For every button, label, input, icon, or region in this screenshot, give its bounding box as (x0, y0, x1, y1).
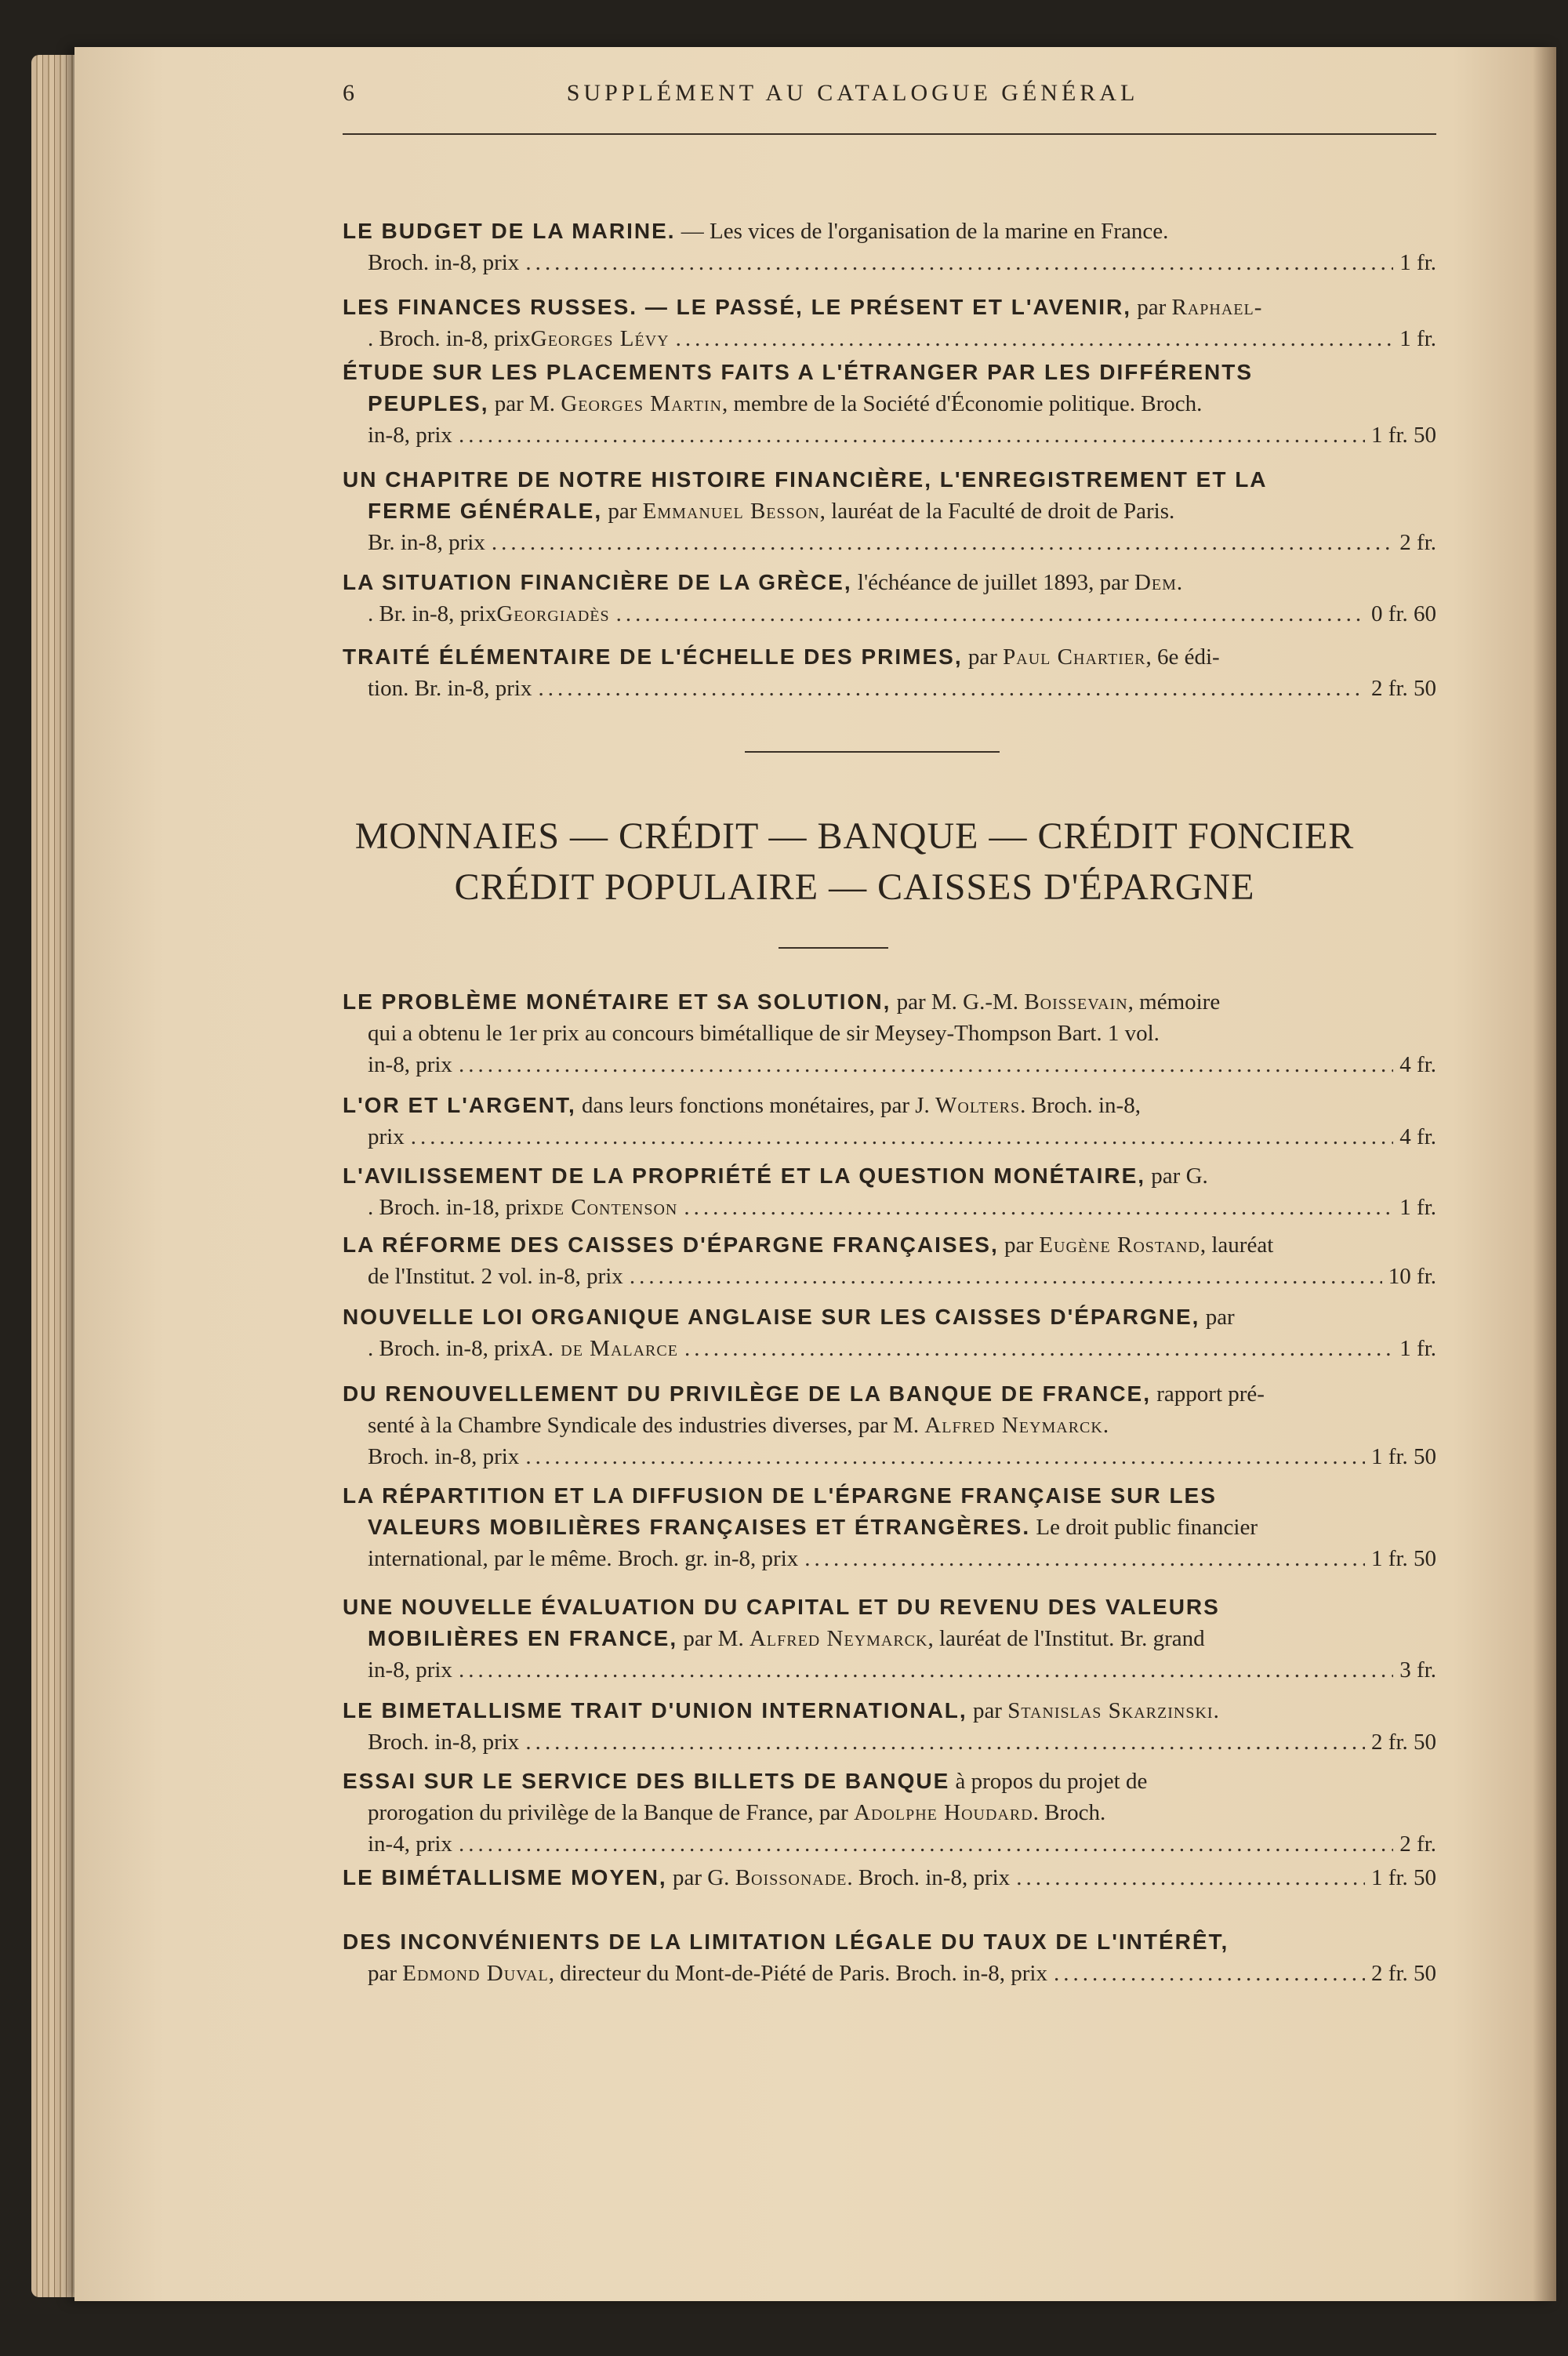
entry-line (343, 1797, 1436, 1828)
entry-title: ESSAI SUR LE SERVICE DES BILLETS DE BANQUE (343, 1769, 950, 1793)
entry-line (343, 673, 1436, 704)
section-divider (745, 751, 1000, 753)
entry-line (343, 1441, 1436, 1472)
entry-italic: le même. (523, 1546, 612, 1571)
entry-line-text (368, 1192, 677, 1223)
entry-line (343, 247, 1436, 278)
header-rule (343, 133, 1436, 135)
entry-line-text (343, 464, 1268, 496)
dot-leader (1016, 1862, 1365, 1893)
entry-author: Emmanuel Besson (642, 499, 820, 524)
entry-line (343, 1018, 1436, 1049)
entry-line-text (368, 1543, 798, 1574)
entry-author: de Contenson (542, 1195, 678, 1220)
monnaie-entry (343, 986, 1436, 1080)
entry-author: Dem. (1134, 570, 1184, 595)
finance-entry (343, 567, 1436, 630)
entry-line-text (343, 567, 1183, 598)
dot-leader (1054, 1958, 1365, 1989)
entry-text: Broch. in-8, prix (368, 1444, 520, 1469)
entry-line-text (343, 1090, 1141, 1121)
entry-line-text (343, 1160, 1208, 1192)
dot-leader (459, 419, 1365, 451)
entry-text: par J. (874, 1093, 936, 1118)
entry-author: Eugène Rostand (1039, 1232, 1200, 1258)
entry-line (343, 1410, 1436, 1441)
monnaie-entry (343, 1695, 1436, 1758)
dot-leader (525, 1441, 1365, 1472)
entry-line (343, 1512, 1436, 1543)
entry-line-text (343, 641, 1220, 673)
entry-line-text (368, 419, 452, 451)
entry-line-text (368, 1333, 678, 1364)
entry-line (343, 1378, 1436, 1410)
finance-entry (343, 216, 1436, 278)
entry-price: 1 fr. 50 (1371, 1546, 1436, 1571)
finance-entry (343, 292, 1436, 354)
dot-leader (525, 1726, 1365, 1758)
entry-text: , lauréat de la Faculté de droit de Paris. (819, 499, 1175, 524)
entry-line-text (368, 1018, 1160, 1049)
entry-text: , directeur du Mont-de-Piété de Paris. Broch. in-8, prix (548, 1961, 1047, 1986)
entry-line (343, 1828, 1436, 1860)
entry-price: 1 fr. (1399, 1195, 1436, 1220)
entry-line (343, 388, 1436, 419)
entry-line-text (343, 1378, 1265, 1410)
entry-text: , membre de la Société d'Économie politique. Broch. (721, 391, 1203, 416)
dot-leader (616, 598, 1365, 630)
entry-line-text (368, 1623, 1205, 1654)
entry-line (343, 1726, 1436, 1758)
entry-title: L'OR ET L'ARGENT, (343, 1093, 576, 1117)
entry-price: 3 fr. (1399, 1657, 1436, 1683)
entry-line (343, 1160, 1436, 1192)
dot-leader (459, 1654, 1393, 1686)
entry-text: par (602, 499, 643, 524)
entry-title: DES INCONVÉNIENTS DE LA LIMITATION LÉGALE DU TAUX DE L'INTÉRÊT, (343, 1929, 1229, 1954)
entry-line-text (368, 1049, 452, 1080)
entry-text: par (967, 1698, 1008, 1723)
entry-line (343, 1654, 1436, 1686)
entry-line (343, 567, 1436, 598)
entry-title: LA SITUATION FINANCIÈRE DE LA GRÈCE, (343, 570, 852, 594)
entry-text: . Br. in-8, prix (368, 601, 497, 626)
entry-line-text (343, 216, 1168, 247)
entry-title: LE PROBLÈME MONÉTAIRE ET SA SOLUTION, (343, 989, 891, 1014)
entry-title: DU RENOUVELLEMENT DU PRIVILÈGE DE LA BANQUE DE FRANCE, (343, 1381, 1152, 1406)
monnaie-entry (343, 1090, 1436, 1153)
entry-text: international, par (368, 1546, 524, 1571)
entry-text: par M. (677, 1626, 750, 1651)
entry-line-text (368, 1654, 452, 1686)
entry-line-text (343, 1592, 1220, 1623)
entry-text: par M. (488, 391, 561, 416)
entry-line-text (343, 292, 1262, 323)
entry-line (343, 1480, 1436, 1512)
entry-title: NOUVELLE LOI ORGANIQUE ANGLAISE SUR LES CAISSES D'ÉPARGNE, (343, 1305, 1200, 1329)
entry-text: . Broch. in-8, prix (847, 1865, 1011, 1890)
entry-line (343, 1623, 1436, 1654)
entry-price: 2 fr. (1399, 530, 1436, 555)
entry-title: PEUPLES, (368, 391, 489, 416)
entry-line (343, 464, 1436, 496)
entry-text: par (998, 1232, 1040, 1258)
entry-title: FERME GÉNÉRALE, (368, 499, 603, 523)
entry-text: , lauréat (1200, 1232, 1274, 1258)
entry-line-text (368, 527, 485, 558)
entry-line-text (368, 1797, 1105, 1828)
entry-line (343, 1862, 1436, 1893)
entry-line-text (368, 1726, 519, 1758)
spine-shadow (1533, 47, 1556, 2301)
entry-author: Stanislas Skarzinski (1007, 1698, 1214, 1723)
entry-author: Boissevain (1024, 989, 1128, 1015)
entry-price: 1 fr. 50 (1371, 423, 1436, 448)
entry-price: 0 fr. 60 (1371, 601, 1436, 626)
entry-line (343, 1229, 1436, 1261)
monnaie-entry (343, 1378, 1436, 1472)
entry-line-text (368, 1261, 623, 1292)
entry-text: in-8, prix (368, 423, 452, 448)
entry-author: Alfred Neymarck (749, 1626, 928, 1651)
entry-text: l'échéance de juillet 1893, par (851, 570, 1134, 595)
running-title: SUPPLÉMENT AU CATALOGUE GÉNÉRAL (566, 80, 1139, 106)
entry-text: à propos du projet de (949, 1769, 1148, 1794)
monnaie-entry (343, 1766, 1436, 1860)
entry-line (343, 986, 1436, 1018)
entry-line-text (368, 1441, 519, 1472)
entry-text: rapport pré- (1151, 1381, 1265, 1407)
entry-author: Edmond Duval (402, 1961, 549, 1986)
entry-line-text (368, 323, 670, 354)
entry-title: LE BIMÉTALLISME MOYEN, (343, 1865, 667, 1890)
entry-text: par G. (666, 1865, 735, 1890)
entry-price: 1 fr. 50 (1371, 1444, 1436, 1469)
entry-author: Georges Lévy (530, 326, 670, 351)
entry-author: Adolphe Houdard (854, 1800, 1033, 1825)
entry-line (343, 419, 1436, 451)
entry-line (343, 1695, 1436, 1726)
entry-line (343, 1766, 1436, 1797)
entry-text: . (1102, 1413, 1109, 1438)
entry-line (343, 292, 1436, 323)
entry-line (343, 1958, 1436, 1989)
dot-leader (630, 1261, 1382, 1292)
section-title-line-1: MONNAIES — CRÉDIT — BANQUE — CRÉDIT FONCIER (354, 815, 1355, 857)
entry-title: VALEURS MOBILIÈRES FRANÇAISES ET ÉTRANGÈRES. (368, 1515, 1031, 1539)
dot-leader (538, 673, 1365, 704)
entry-price: 2 fr. (1399, 1831, 1436, 1857)
section-title-rule (779, 947, 888, 949)
entry-price: 2 fr. 50 (1371, 1730, 1436, 1755)
dot-leader (804, 1543, 1365, 1574)
entry-text: par M. G.-M. (891, 989, 1025, 1015)
entry-author: Georges Martin (561, 391, 722, 416)
entry-line (343, 357, 1436, 388)
entry-author: Alfred Neymarck (924, 1413, 1103, 1438)
entry-line-text (343, 1480, 1217, 1512)
entry-italic: dans leurs fonctions monétaires, (575, 1093, 875, 1118)
monnaie-entry (343, 1229, 1436, 1292)
entry-text: par (368, 1961, 403, 1986)
entry-text: , 6e édi- (1145, 644, 1220, 670)
entry-text: . Broch. in-8, prix (368, 326, 531, 351)
entry-title: LA RÉFORME DES CAISSES D'ÉPARGNE FRANÇAISES, (343, 1232, 999, 1257)
dot-leader (676, 323, 1394, 354)
dot-leader (459, 1049, 1393, 1080)
entry-price: 4 fr. (1399, 1052, 1436, 1077)
entry-line-text (368, 1512, 1258, 1543)
page-number: 6 (343, 80, 354, 106)
entry-text: . Broch. in-8, prix (368, 1336, 531, 1361)
entry-title: L'AVILISSEMENT DE LA PROPRIÉTÉ ET LA QUESTION MONÉTAIRE, (343, 1163, 1146, 1188)
entry-author: Raphael- (1171, 295, 1263, 320)
entry-line (343, 527, 1436, 558)
finance-entry (343, 464, 1436, 558)
monnaie-entry (343, 1592, 1436, 1686)
entry-price: 1 fr. (1399, 250, 1436, 275)
entry-text: Le droit public financier (1030, 1515, 1258, 1540)
entry-text: qui a obtenu le 1er prix au concours bimétallique de sir Meysey-Thompson Bart. 1 vol. (368, 1021, 1160, 1046)
entry-line (343, 1121, 1436, 1153)
entry-line (343, 641, 1436, 673)
entry-line-text (343, 1229, 1273, 1261)
entry-line-text (368, 388, 1202, 419)
entry-text: par (962, 644, 1004, 670)
monnaie-entry (343, 1301, 1436, 1364)
entry-title: LA RÉPARTITION ET LA DIFFUSION DE L'ÉPARGNE FRANÇAISE SUR LES (343, 1483, 1217, 1508)
entry-text: par (1200, 1305, 1235, 1330)
entry-price: 2 fr. 50 (1371, 676, 1436, 701)
entry-line (343, 1333, 1436, 1364)
entry-text: , lauréat de l'Institut. Br. grand (927, 1626, 1205, 1651)
dot-leader (525, 247, 1393, 278)
entry-price: 10 fr. (1388, 1264, 1436, 1289)
entry-line-text (368, 496, 1174, 527)
entry-line-text (368, 1958, 1047, 1989)
dot-leader (684, 1333, 1393, 1364)
monnaie-entry (343, 1480, 1436, 1574)
entry-line-text (368, 598, 610, 630)
entry-text: — Les vices de l'organisation de la marine en France. (675, 219, 1169, 244)
finance-entry (343, 641, 1436, 704)
entry-text: , mémoire (1127, 989, 1221, 1015)
entry-title: TRAITÉ ÉLÉMENTAIRE DE L'ÉCHELLE DES PRIMES, (343, 644, 963, 669)
section-title-line-2: CRÉDIT POPULAIRE — CAISSES D'ÉPARGNE (454, 866, 1255, 908)
entry-title: LES FINANCES RUSSES. — LE PASSÉ, LE PRÉSENT ET L'AVENIR, (343, 295, 1131, 319)
entry-line (343, 1543, 1436, 1574)
entry-price: 2 fr. 50 (1371, 1961, 1436, 1986)
entry-line (343, 598, 1436, 630)
entry-text: . (1213, 1698, 1219, 1723)
entry-text: senté à la Chambre Syndicale des industries diverses, par M. (368, 1413, 925, 1438)
entry-title: UNE NOUVELLE ÉVALUATION DU CAPITAL ET DU REVENU DES VALEURS (343, 1595, 1220, 1619)
entry-line-text (368, 1121, 405, 1153)
entry-text: prorogation du privilège de la Banque de France, par (368, 1800, 855, 1825)
entry-price: 1 fr. (1399, 326, 1436, 351)
entry-line (343, 323, 1436, 354)
entry-line-text (343, 1695, 1219, 1726)
finance-entry (343, 357, 1436, 451)
dot-leader (411, 1121, 1394, 1153)
entry-text: . Broch. (1033, 1800, 1106, 1825)
entry-text: in-4, prix (368, 1831, 452, 1857)
entry-text: in-8, prix (368, 1657, 452, 1683)
entry-text: tion. Br. in-8, prix (368, 676, 532, 701)
entry-line-text (343, 1766, 1147, 1797)
entry-line-text (343, 357, 1253, 388)
entry-author: Boissonade (735, 1865, 848, 1890)
entry-title: LE BIMETALLISME TRAIT D'UNION INTERNATIONAL, (343, 1698, 967, 1723)
monnaie-entry (343, 1926, 1436, 1989)
monnaie-entry (343, 1862, 1436, 1893)
entry-text: in-8, prix (368, 1052, 452, 1077)
entry-text: prix (368, 1124, 405, 1149)
entry-line (343, 1926, 1436, 1958)
entry-author: A. de Malarce (530, 1336, 678, 1361)
entry-line-text (343, 1862, 1010, 1893)
entry-text: Broch. gr. in-8, prix (612, 1546, 799, 1571)
running-header (270, 80, 1435, 111)
entry-price: 4 fr. (1399, 1124, 1436, 1149)
entry-line-text (368, 673, 532, 704)
entry-text: de l'Institut. 2 vol. in-8, prix (368, 1264, 623, 1289)
entry-line-text (343, 986, 1220, 1018)
entry-text: par (1131, 295, 1172, 320)
entry-price: 1 fr. (1399, 1336, 1436, 1361)
dot-leader (684, 1192, 1393, 1223)
entry-text: . Broch. in-18, prix (368, 1195, 543, 1220)
entry-text: Broch. in-8, prix (368, 1730, 520, 1755)
entry-line-text (368, 1410, 1109, 1441)
entry-line (343, 1192, 1436, 1223)
entry-author: Georgiadès (496, 601, 610, 626)
entry-text: . Broch. in-8, (1020, 1093, 1141, 1118)
entry-text: par G. (1145, 1163, 1208, 1189)
monnaie-entry (343, 1160, 1436, 1223)
entry-line (343, 1049, 1436, 1080)
dot-leader (492, 527, 1393, 558)
entry-line-text (343, 1926, 1229, 1958)
entry-line-text (343, 1301, 1235, 1333)
entry-author: Wolters (935, 1093, 1021, 1118)
entry-line (343, 1592, 1436, 1623)
entry-text: Broch. in-8, prix (368, 250, 520, 275)
entry-line (343, 216, 1436, 247)
entry-title: ÉTUDE SUR LES PLACEMENTS FAITS A L'ÉTRANGER PAR LES DIFFÉRENTS (343, 360, 1254, 384)
entry-line (343, 496, 1436, 527)
entry-line (343, 1090, 1436, 1121)
entry-author: Paul Chartier (1003, 644, 1146, 670)
entry-title: UN CHAPITRE DE NOTRE HISTOIRE FINANCIÈRE, L'ENREGISTREMENT ET LA (343, 467, 1268, 492)
entry-line (343, 1261, 1436, 1292)
entry-line (343, 1301, 1436, 1333)
entry-title: MOBILIÈRES EN FRANCE, (368, 1626, 678, 1650)
entry-line-text (368, 1828, 452, 1860)
entry-price: 1 fr. 50 (1371, 1865, 1436, 1890)
entry-line-text (368, 247, 519, 278)
entry-text: Br. in-8, prix (368, 530, 485, 555)
dot-leader (459, 1828, 1393, 1860)
entry-title: LE BUDGET DE LA MARINE. (343, 219, 676, 243)
